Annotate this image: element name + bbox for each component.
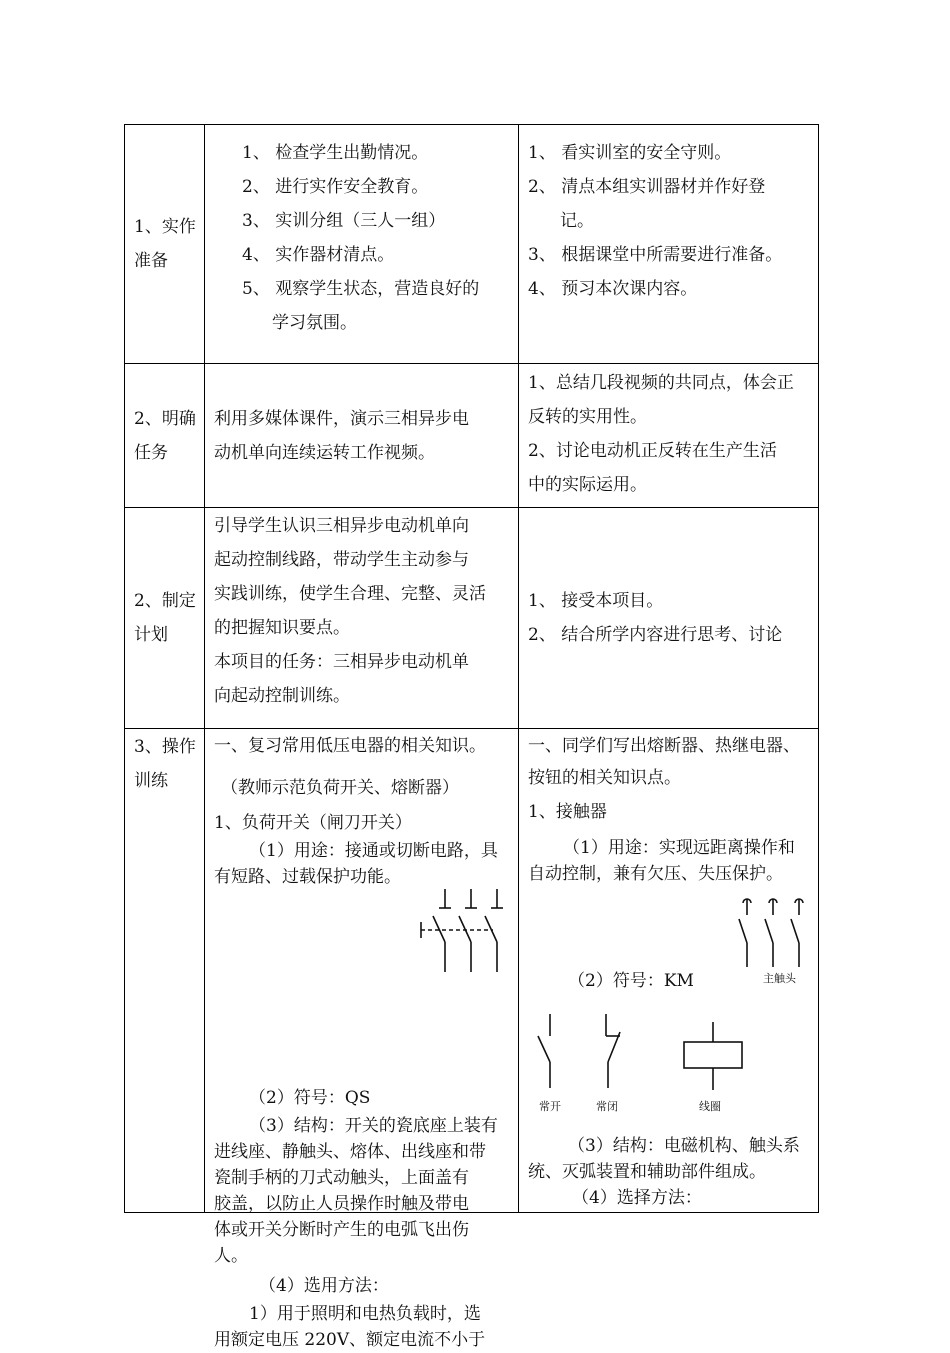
use-text: 有短路、过载保护功能。 [214,867,401,887]
stage-cell [125,729,205,1212]
structure-text: 胶盖，以防止人员操作时触及带电 [214,1194,469,1214]
list-item: 记。 [560,211,594,231]
teacher-activity-cell [205,729,519,1350]
section-heading: 一、同学们写出熔断器、热继电器、 [528,736,800,756]
stage-label: 2、制定 [134,591,196,611]
item-title: 1、负荷开关（闸刀开关） [214,813,412,833]
text-line: 本项目的任务：三相异步电动机单 [214,652,469,672]
select-text: 1）用于照明和电热负载时，选 [249,1304,481,1324]
list-item: 2、 结合所学内容进行思考、讨论 [528,625,783,645]
knife-switch-symbol [415,884,515,984]
normally-closed-symbol [592,1010,632,1090]
text-line: 向起动控制训练。 [214,686,350,706]
main-contact-label: 主触头 [763,972,796,985]
table-row [125,508,818,729]
structure-text: （3）结构：电磁机构、触头系 [568,1136,800,1156]
list-item: 4、 预习本次课内容。 [528,279,698,299]
list-item: 1、 接受本项目。 [528,591,664,611]
table-row [125,125,818,364]
student-activity-cell [519,125,818,363]
stage-label: 准备 [134,251,168,271]
list-item: 3、 根据课堂中所需要进行准备。 [528,245,783,265]
list-item: 5、 观察学生状态，营造良好的 [242,279,480,299]
main-contact-symbol [735,895,815,975]
select-text: （4）选择方法： [572,1188,702,1208]
list-item: 4、 实作器材清点。 [242,245,395,265]
select-text: 用额定电压 220V、额定电流不小于 [214,1330,486,1350]
stage-label: 训练 [134,771,168,791]
item-title: 1、接触器 [528,802,607,822]
demo-note: （教师示范负荷开关、熔断器） [221,778,459,798]
coil-label: 线圈 [699,1100,721,1113]
text-line: 利用多媒体课件，演示三相异步电 [214,408,469,429]
student-activity-cell [519,508,818,728]
normally-open-symbol [530,1010,570,1090]
stage-label: 2、明确 [134,408,196,429]
structure-text: 人。 [214,1246,248,1266]
normally-open-label: 常开 [539,1100,561,1113]
teacher-activity-cell [205,125,519,363]
section-heading: 按钮的相关知识点。 [528,768,681,788]
stage-label: 计划 [134,625,168,645]
list-item: 1、 看实训室的安全守则。 [528,143,732,163]
table-row [125,364,818,508]
list-item: 2、 进行实作安全教育。 [242,177,429,197]
text-line: 中的实际运用。 [528,475,647,495]
text-line: 引导学生认识三相异步电动机单向 [214,516,469,536]
text-line: 起动控制线路，带动学生主动参与 [214,550,469,570]
stage-cell [125,508,205,728]
symbol-text: （2）符号：QS [249,1088,371,1108]
select-text: （4）选用方法： [259,1276,389,1296]
text-line: 1、总结几段视频的共同点，体会正 [528,373,794,393]
student-activity-cell [519,364,818,507]
text-line: 2、讨论电动机正反转在生产生活 [528,441,777,461]
list-item: 3、 实训分组（三人一组） [242,211,446,231]
structure-text: 体或开关分断时产生的电弧飞出伤 [214,1220,469,1240]
text-line: 实践训练，使学生合理、完整、灵活 [214,584,486,604]
use-text: （1）用途：实现远距离操作和 [563,838,795,858]
coil-symbol [680,1020,746,1092]
list-item: 学习氛围。 [272,313,357,333]
text-line: 反转的实用性。 [528,407,647,427]
structure-text: 瓷制手柄的刀式动触头，上面盖有 [214,1168,469,1188]
list-item: 1、 检查学生出勤情况。 [242,143,429,163]
stage-label: 1、实作 [134,217,196,237]
use-text: （1）用途：接通或切断电路，具 [249,841,498,861]
structure-text: 进线座、静触头、熔体、出线座和带 [214,1142,486,1162]
text-line: 的把握知识要点。 [214,618,350,638]
structure-text: 统、灭弧装置和辅助部件组成。 [528,1162,766,1182]
symbol-text: （2）符号：KM [568,971,694,991]
stage-label: 任务 [134,442,168,463]
stage-label: 3、操作 [134,737,196,757]
stage-cell [125,125,205,363]
teacher-activity-cell [205,364,519,507]
list-item: 2、 清点本组实训器材并作好登 [528,177,766,197]
teacher-activity-cell [205,508,519,728]
text-line: 动机单向连续运转工作视频。 [214,442,435,463]
normally-closed-label: 常闭 [596,1100,618,1113]
structure-text: （3）结构：开关的瓷底座上装有 [249,1116,498,1136]
section-heading: 一、复习常用低压电器的相关知识。 [214,736,486,756]
stage-cell [125,364,205,507]
use-text: 自动控制，兼有欠压、失压保护。 [528,864,783,884]
